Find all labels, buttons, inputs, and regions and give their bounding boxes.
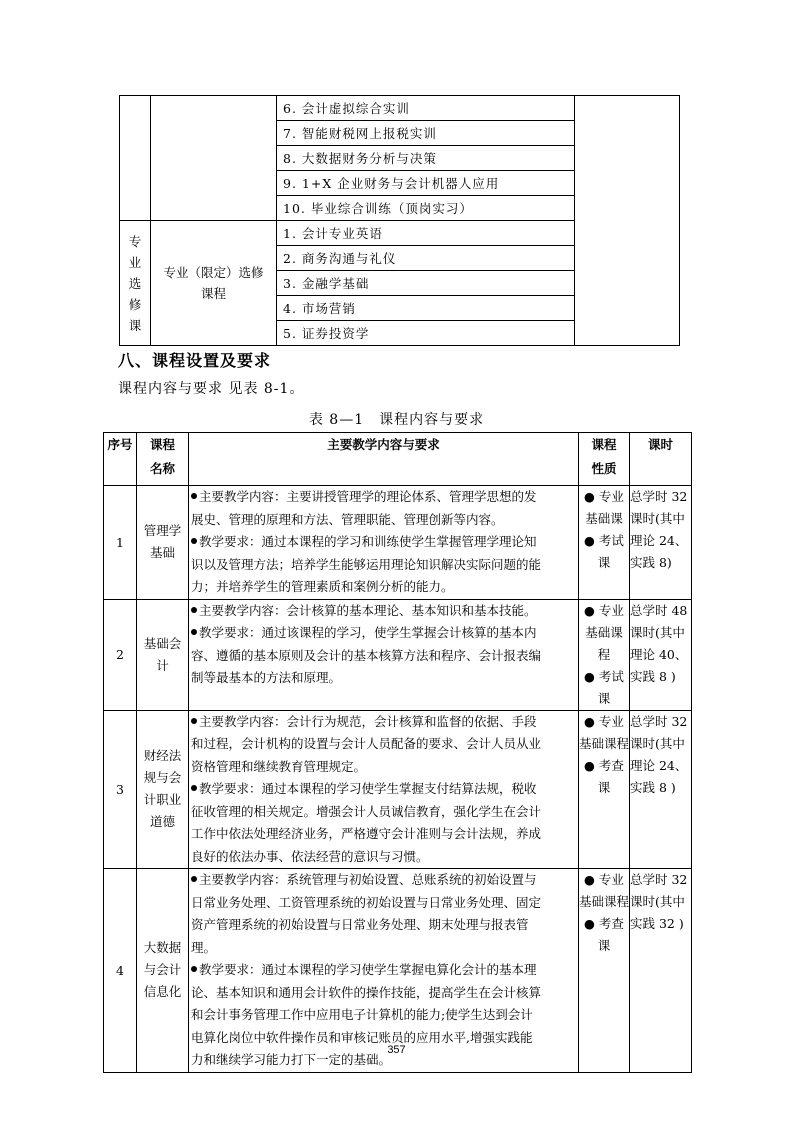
content-line (191, 823, 576, 846)
content-line (191, 937, 576, 960)
content-line (191, 645, 576, 668)
course-hours-line: 课时(其中 (630, 624, 685, 640)
course-name-line: 管理学 (143, 523, 182, 539)
course-item: 8. 大数据财务分析与决策 (277, 146, 575, 171)
content-line (191, 892, 576, 915)
course-hours-line: 总学时 48 (630, 602, 688, 618)
course-row (104, 710, 692, 869)
content-line-text: 征收管理的相关规定。增强会计人员诚信教育，强化学生在会计 (191, 803, 542, 819)
course-hours-line: 理论 24、 (630, 533, 688, 548)
page-number: 357 (387, 1044, 406, 1056)
content-line-text: 力和继续学习能力打下一定的基础。 (191, 1052, 392, 1067)
subcategory-cell (151, 96, 277, 221)
bullet-icon (191, 876, 197, 882)
course-item: 7. 智能财税网上报税实训 (277, 121, 575, 146)
content-line-text: 容、遵循的基本原则及会计的基本核算方法和程序、会计报表编 (191, 647, 542, 663)
course-content (189, 486, 579, 600)
course-nature (579, 869, 630, 1073)
course-item: 4. 市场营销 (277, 296, 575, 321)
course-item: 1. 会计专业英语 (277, 221, 575, 246)
course-hours-line: 课时(其中 (630, 894, 685, 909)
course-name-line: 计职业 (143, 792, 182, 808)
course-name-line: 基础会 (143, 635, 182, 651)
course-item: 9. 1+X 企业财务与会计机器人应用 (277, 171, 575, 196)
content-line-text: 力；并培养学生的管理素质和案例分析的能力。 (191, 579, 454, 594)
course-hours-line: 实践 32 ) (630, 916, 684, 931)
course-content (189, 869, 579, 1073)
course-hours-line: 总学时 32 (630, 489, 688, 504)
course-item: 3. 金融学基础 (277, 271, 575, 296)
course-nature-line: ● 专业 (584, 602, 624, 618)
course-name-line: 计 (156, 657, 169, 673)
course-no: 1 (104, 486, 137, 600)
content-line-text: 资产管理系统的初始设置与日常业务处理、期末处理与报表管 (191, 917, 529, 932)
course-no: 4 (104, 869, 137, 1073)
elective-category-char: 课 (128, 317, 142, 333)
content-line-text: 电算化岗位中软件操作员和审核记账员的应用水平,增强实践能 (191, 1029, 533, 1045)
course-hours (630, 710, 692, 869)
content-line-text: 教学要求：通过本课程的学习和训练使学生掌握管理学理论知 (199, 534, 537, 549)
course-nature-line: 课 (597, 555, 611, 570)
requirements-paragraph (191, 531, 576, 599)
bullet-icon (191, 785, 197, 791)
course-item: 6. 会计虚拟综合实训 (277, 96, 575, 121)
course-nature-line: ● 专业 (584, 489, 624, 504)
course-row (104, 599, 692, 710)
course-nature-line: 基础课 (585, 511, 623, 526)
content-line (191, 711, 576, 734)
course-nature-line: 程 (597, 646, 611, 662)
content-line (191, 756, 576, 779)
content-paragraph (191, 486, 576, 531)
course-name-line: 道德 (149, 814, 175, 830)
elective-subcategory-cell (151, 221, 277, 346)
requirements-paragraph (191, 778, 576, 868)
content-line-text: 主要教学内容：会计核算的基本理论、基本知识和基本技能。 (199, 602, 537, 618)
course-hours (630, 869, 692, 1073)
content-line-text: 良好的依法办事、依法经营的意识与习惯。 (191, 848, 429, 864)
course-item: 2. 商务沟通与礼仪 (277, 246, 575, 271)
course-hours-line: 理论 24、 (630, 757, 688, 773)
course-content (189, 710, 579, 869)
bullet-icon (191, 966, 197, 972)
course-no: 3 (104, 710, 137, 869)
content-line-text: 教学要求：通过本课程的学习使学生掌握电算化会计的基本理 (199, 962, 537, 977)
content-line (191, 869, 576, 892)
category-cell (120, 96, 151, 221)
content-paragraph (191, 600, 576, 623)
course-hours-line: 课时(其中 (630, 511, 685, 526)
course-nature (579, 710, 630, 869)
content-line-text: 展史、管理的原理和方法、管理职能、管理创新等内容。 (191, 511, 504, 527)
content-paragraph (191, 869, 576, 959)
course-nature-line: 课 (597, 779, 611, 795)
elective-category-char: 业 (128, 254, 142, 270)
content-line (191, 959, 576, 982)
course-hours-line: 实践 8 ) (630, 668, 676, 684)
content-line-text: 和过程，会计机构的设置与会计人员配备的要求、会计人员从业 (191, 736, 542, 751)
header-course-name: 课程 名称 (137, 433, 189, 486)
content-line-text: 教学要求：通过本课程的学习使学生掌握支付结算法规，税收 (199, 781, 537, 796)
curriculum-continuation-table (119, 95, 680, 346)
course-name-line: 信息化 (143, 984, 182, 1000)
content-line-text: 和会计事务管理工作中应用电子计算机的能力;使学生达到会计 (191, 1007, 533, 1022)
content-line-text: 主要教学内容：系统管理与初始设置、总账系统的初始设置与 (199, 872, 537, 887)
content-line (191, 1004, 576, 1027)
header-no: 序号 (104, 433, 137, 486)
content-line-text: 理。 (191, 939, 217, 955)
course-item: 10. 毕业综合训练（顶岗实习） (277, 196, 575, 221)
course-hours-line: 课时(其中 (630, 735, 685, 751)
elective-category-char: 专 (128, 233, 142, 249)
content-line (191, 914, 576, 937)
course-row (104, 486, 692, 600)
course-nature-line: ● 专业 (584, 872, 624, 887)
course-name (137, 599, 189, 710)
course-nature (579, 599, 630, 710)
content-line-text: 论、基本知识和通用会计软件的操作技能，提高学生在会计核算 (191, 984, 542, 1000)
course-name-line: 财经法 (143, 748, 182, 764)
elective-category-char: 选 (128, 275, 142, 291)
course-hours (630, 599, 692, 710)
course-nature-line: ● 考查 (584, 916, 624, 931)
elective-subcategory-line: 专业（限定）选修 (163, 265, 264, 280)
content-line (191, 600, 576, 623)
requirements-paragraph (191, 622, 576, 690)
content-line (191, 509, 576, 532)
course-nature-line: 基础课 (585, 624, 623, 640)
curriculum-continuation-body (120, 96, 680, 346)
elective-category-cell (120, 221, 151, 346)
content-line-text: 主要教学内容：主要讲授管理学的理论体系、管理学思想的发 (199, 489, 537, 504)
header-nature: 课程 性质 (579, 433, 630, 486)
remarks-cell (575, 96, 680, 346)
course-hours (630, 486, 692, 600)
course-nature-line: 课 (597, 690, 611, 706)
content-paragraph (191, 711, 576, 779)
course-nature-line: ● 专业 (584, 713, 624, 729)
content-line (191, 486, 576, 509)
content-line (191, 733, 576, 756)
content-line (191, 576, 576, 599)
elective-category-char: 修 (128, 296, 142, 312)
elective-subcategory-line: 课程 (200, 286, 226, 301)
course-table-header-row (104, 433, 692, 486)
bullet-icon (191, 538, 197, 544)
course-name (137, 710, 189, 869)
course-item: 5. 证券投资学 (277, 321, 575, 346)
content-line-text: 日常业务处理、工资管理系统的初始设置与日常业务处理、固定 (191, 894, 542, 910)
course-name-line: 基础 (149, 545, 175, 561)
course-hours-line: 实践 8) (630, 555, 672, 570)
content-line (191, 778, 576, 801)
content-line-text: 工作中依法处理经济业务，严格遵守会计准则与会计法规，养成 (191, 826, 542, 841)
bullet-icon (191, 493, 197, 499)
content-line-text: 制等最基本的方法和原理。 (191, 670, 342, 685)
course-nature-line: 基础课程 (579, 735, 630, 751)
course-nature-line: ● 考试 (584, 668, 624, 684)
content-line (191, 531, 576, 554)
content-line (191, 846, 576, 869)
curriculum-row (120, 96, 680, 121)
course-hours-line: 总学时 32 (630, 713, 688, 729)
course-nature-line: ● 考查 (584, 757, 624, 773)
content-line-text: 教学要求：通过该课程的学习，使学生掌握会计核算的基本内 (199, 625, 537, 640)
section-heading: 八、课程设置及要求 (118, 351, 272, 370)
content-line-text: 主要教学内容：会计行为规范，会计核算和监督的依据、手段 (199, 713, 537, 729)
intro-text: 课程内容与要求 见表 8-1。 (118, 381, 305, 397)
content-line-text: 识以及管理方法；培养学生能够运用理论知识解决实际问题的能 (191, 556, 542, 572)
content-line (191, 622, 576, 645)
table-caption: 表 8—1 课程内容与要求 (308, 412, 485, 428)
course-hours-line: 总学时 32 (630, 872, 688, 887)
header-hours: 课时 (630, 433, 692, 486)
header-content: 主要教学内容与要求 (189, 433, 579, 486)
content-line (191, 982, 576, 1005)
course-nature-line: 基础课程 (579, 894, 630, 909)
course-hours-line: 实践 8 ) (630, 779, 676, 795)
course-row (104, 869, 692, 1073)
course-name (137, 486, 189, 600)
course-content-table (103, 432, 692, 1073)
content-line (191, 554, 576, 577)
bullet-icon (191, 607, 197, 613)
bullet-icon (191, 718, 197, 724)
course-nature-line: ● 考试 (584, 533, 624, 548)
course-nature (579, 486, 630, 600)
course-hours-line: 理论 40、 (630, 646, 688, 662)
course-name-line: 规与会 (143, 770, 182, 786)
course-name-line: 大数据 (143, 940, 182, 956)
course-table-body (104, 486, 692, 1073)
content-line-text: 资格管理和继续教育管理规定。 (191, 758, 367, 774)
course-no: 2 (104, 599, 137, 710)
course-name-line: 与会计 (143, 962, 182, 978)
content-line (191, 667, 576, 690)
course-nature-line: 课 (597, 938, 611, 953)
content-line (191, 801, 576, 824)
bullet-icon (191, 629, 197, 635)
course-name (137, 869, 189, 1073)
course-content (189, 599, 579, 710)
